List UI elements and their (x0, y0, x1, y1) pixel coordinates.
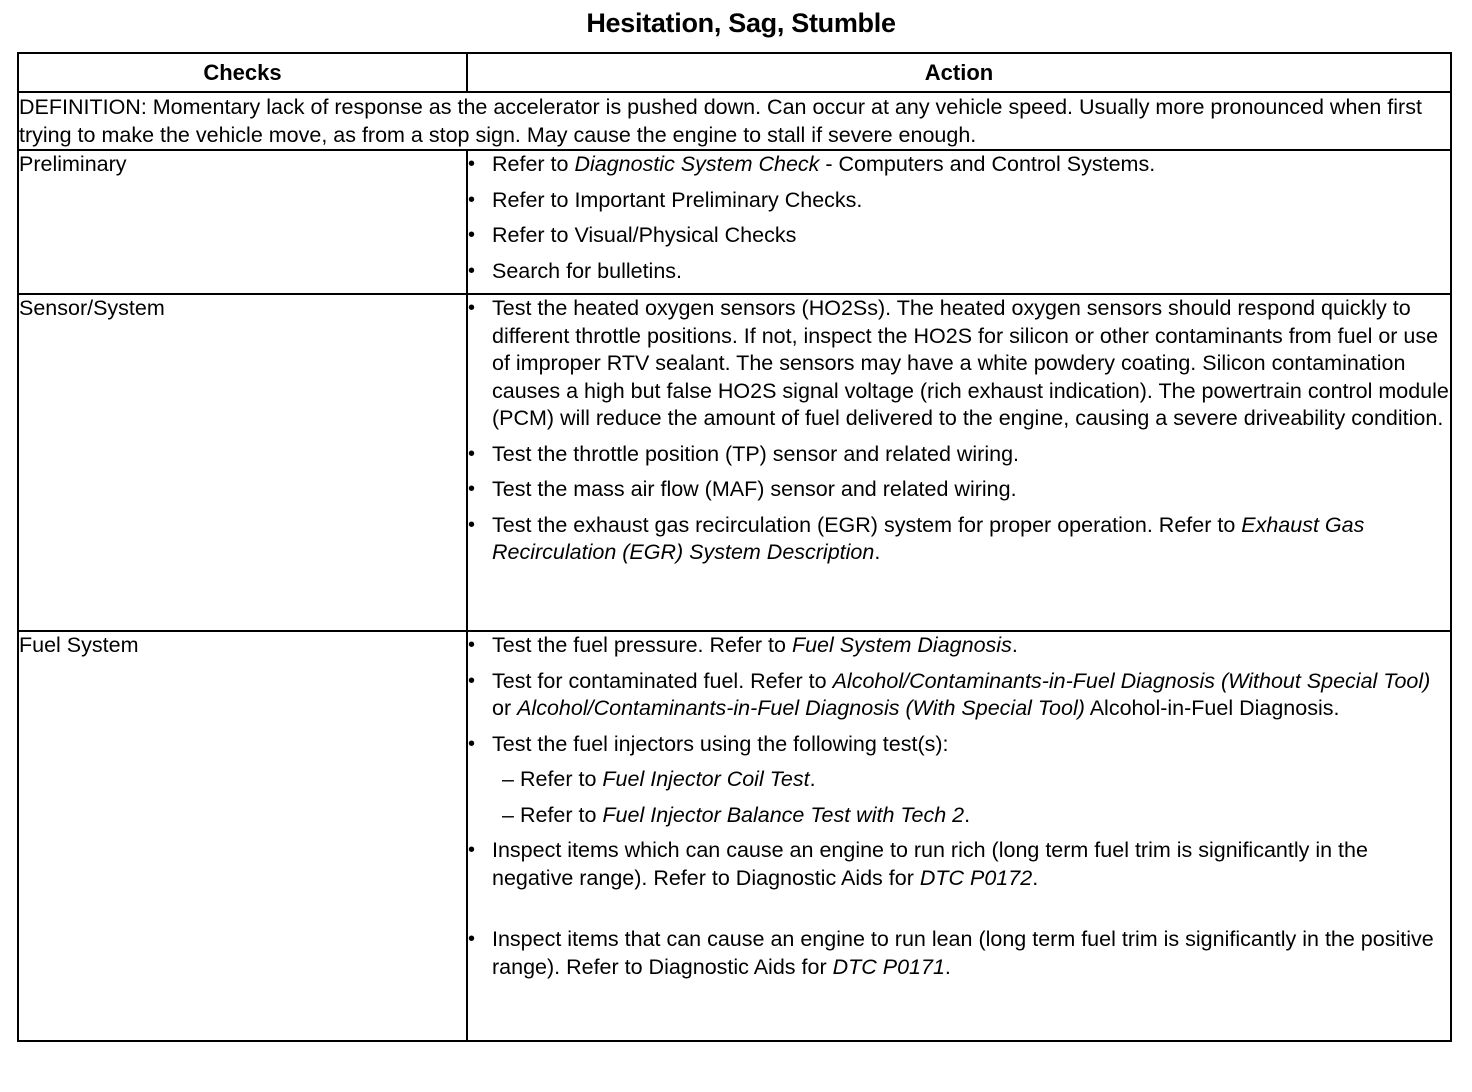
reference-link: DTC P0172 (919, 865, 1033, 890)
diagnosis-table (17, 52, 1452, 1042)
table-header-row (18, 53, 1451, 92)
reference-link: Alcohol/Contaminants-in-Fuel Diagnosis (Without Special Tool) (832, 668, 1431, 693)
reference-link: Fuel Injector Balance Test with Tech 2 (602, 802, 965, 827)
action-item: • Search for bulletins. (468, 258, 1450, 286)
action-item: • Test the mass air flow (MAF) sensor and related wiring. (468, 476, 1450, 504)
action-item: • Inspect items which can cause an engine to run rich (long term fuel trim is significantly in the negative range). Refer to Diagnostic Aids for DTC P0172. (468, 837, 1450, 892)
actions-cell (467, 294, 1451, 631)
reference-link: Diagnostic System Check (574, 152, 820, 176)
reference-link: Fuel System Diagnosis (791, 633, 1012, 657)
check-label-preliminary: Preliminary (18, 150, 467, 294)
action-item: • Test the throttle position (TP) sensor and related wiring. (468, 441, 1450, 469)
check-label-sensor-system: Sensor/System (18, 294, 467, 631)
reference-link: Fuel Injector Coil Test (602, 767, 810, 791)
check-label-fuel-system: Fuel System (18, 631, 467, 1041)
action-item: • Test for contaminated fuel. Refer to Alcohol/Contaminants-in-Fuel Diagnosis (Without Special Tool) or Alcohol/Contaminants-in-Fuel Diagnosis (With Special Tool) Alcohol-in-Fuel Diagnosis. (468, 668, 1450, 723)
action-item: • Refer to Visual/Physical Checks (468, 222, 1450, 250)
action-item: • Test the heated oxygen sensors (HO2Ss). The heated oxygen sensors should respond quickly to different throttle positions. If not, inspect the HO2S for silicon or other contaminants from fuel or use of improper RTV sealant. The sensors may have a white powdery coating. Silicon contamination causes a high but false HO2S signal voltage (rich exhaust indication). The powertrain control module (PCM) will reduce the amount of fuel delivered to the engine, causing a severe driveability condition. (468, 295, 1450, 433)
action-item: • Inspect items that can cause an engine to run lean (long term fuel trim is significantly in the positive range). Refer to Diagnostic Aids for DTC P0171. (468, 926, 1450, 981)
action-item: • Test the fuel pressure. Refer to Fuel System Diagnosis. (468, 632, 1450, 660)
page-title: Hesitation, Sag, Stumble (586, 8, 896, 38)
column-header-action: Action (467, 53, 1451, 92)
definition-text: DEFINITION: Momentary lack of response as the accelerator is pushed down. Can occur at any vehicle speed. Usually more pronounced when first trying to make the vehicle move, as from a stop sign. May cause the engine to stall if severe enough. (18, 92, 1451, 150)
action-item: • Refer to Diagnostic System Check - Computers and Control Systems. (468, 151, 1450, 179)
action-item: • Refer to Important Preliminary Checks. (468, 187, 1450, 215)
reference-link: Alcohol/Contaminants-in-Fuel Diagnosis (With Special Tool) (517, 696, 1085, 720)
table-row (18, 631, 1451, 1041)
definition-row (18, 92, 1451, 150)
action-item: • Test the exhaust gas recirculation (EGR) system for proper operation. Refer to Exhaust Gas Recirculation (EGR) System Description. (468, 512, 1450, 567)
column-header-checks: Checks (18, 53, 467, 92)
table-row (18, 294, 1451, 631)
action-item: • Test the fuel injectors using the following test(s): – Refer to Fuel Injector Coil Test. – Refer to Fuel Injector Balance Test with Tech 2. (468, 731, 1450, 830)
reference-link: DTC P0171 (832, 954, 945, 979)
actions-cell (467, 150, 1451, 294)
sub-action-item: – Refer to Fuel Injector Balance Test with Tech 2. (502, 802, 971, 827)
table-row (18, 150, 1451, 294)
actions-cell (467, 631, 1451, 1041)
sub-action-item: – Refer to Fuel Injector Coil Test. (502, 767, 816, 791)
reference-link: Exhaust Gas Recirculation (EGR) System Description (492, 512, 1365, 564)
